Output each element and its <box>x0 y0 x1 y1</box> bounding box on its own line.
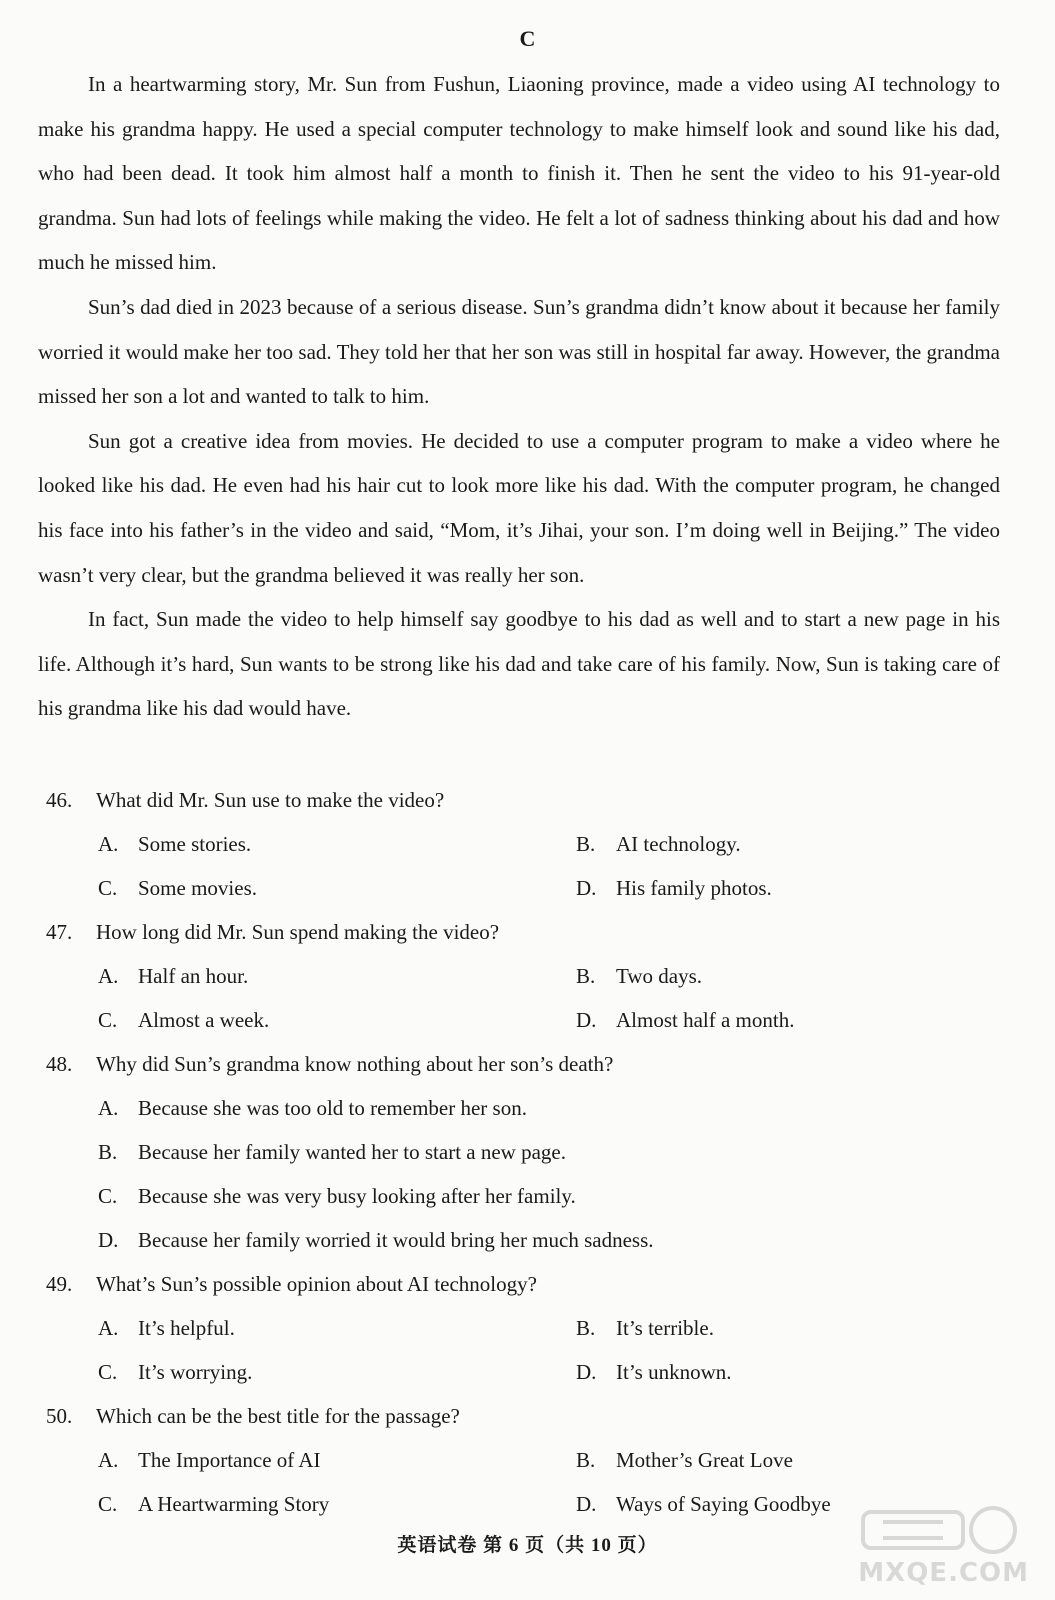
question-number: 50. <box>46 1404 73 1428</box>
passage-paragraph: Sun’s dad died in 2023 because of a serious disease. Sun’s grandma didn’t know about it because her family worried it would make her too sad. They told her that her son was still in hospital far away. However, the grandma missed her son a lot and wanted to talk to him. <box>38 294 1000 409</box>
option-c[interactable]: C. Almost a week. <box>98 1008 270 1032</box>
question-stem: Which can be the best title for the passage? <box>96 1404 460 1428</box>
question-49 <box>46 1262 1006 1394</box>
option-d[interactable]: D. Almost half a month. <box>576 1008 795 1032</box>
option-b[interactable]: B. AI technology. <box>576 832 741 856</box>
option-c[interactable]: C. Some movies. <box>98 876 257 900</box>
question-46 <box>46 778 1006 910</box>
option-d[interactable]: D. Because her family worried it would bring her much sadness. <box>98 1228 654 1252</box>
question-list <box>46 778 1006 1526</box>
option-c[interactable]: C. A Heartwarming Story <box>98 1492 330 1516</box>
question-stem: What’s Sun’s possible opinion about AI technology? <box>96 1272 537 1296</box>
question-stem: Why did Sun’s grandma know nothing about her son’s death? <box>96 1052 614 1076</box>
option-c[interactable]: C. It’s worrying. <box>98 1360 253 1384</box>
option-d[interactable]: D. It’s unknown. <box>576 1360 732 1384</box>
option-a[interactable]: A. Some stories. <box>98 832 252 856</box>
question-stem: What did Mr. Sun use to make the video? <box>96 788 445 812</box>
option-b[interactable]: B. Mother’s Great Love <box>576 1448 793 1472</box>
question-stem: How long did Mr. Sun spend making the video? <box>96 920 500 944</box>
option-b[interactable]: B. It’s terrible. <box>576 1316 714 1340</box>
option-a[interactable]: A. Half an hour. <box>98 964 249 988</box>
option-d[interactable]: D. Ways of Saying Goodbye <box>576 1492 831 1516</box>
option-a[interactable]: A. It’s helpful. <box>98 1316 235 1340</box>
watermark-mark-icon <box>853 1504 1023 1556</box>
option-d[interactable]: D. His family photos. <box>576 876 772 900</box>
option-b[interactable]: B. Because her family wanted her to start a new page. <box>98 1140 566 1164</box>
option-a[interactable]: A. The Importance of AI <box>98 1448 321 1472</box>
question-number: 49. <box>46 1272 73 1296</box>
option-b[interactable]: B. Two days. <box>576 964 703 988</box>
page-footer: 英语试卷 第 6 页（共 10 页） <box>397 1535 658 1556</box>
question-number: 46. <box>46 788 73 812</box>
watermark-logo <box>837 1502 1037 1592</box>
passage-paragraph: In fact, Sun made the video to help himself say goodbye to his dad as well and to start a new page in his life. Although it’s hard, Sun wants to be strong like his dad and take care of his family. Now, Sun is taking care of his grandma like his dad would have. <box>38 607 1000 721</box>
question-number: 48. <box>46 1052 73 1076</box>
reading-passage <box>38 62 1000 731</box>
option-a[interactable]: A. Because she was too old to remember her son. <box>98 1096 527 1120</box>
passage-paragraph: Sun got a creative idea from movies. He decided to use a computer program to make a video where he looked like his dad. He even had his hair cut to look more like his dad. With the computer program, he changed his face into his father’s in the video and said, “Mom, it’s Jihai, your son. I’m doing well in Beijing.” The video wasn’t very clear, but the grandma believed it was really her son. <box>38 428 1000 587</box>
option-c[interactable]: C. Because she was very busy looking after her family. <box>98 1184 576 1208</box>
section-heading: C <box>519 26 536 51</box>
question-48 <box>46 1042 1006 1262</box>
passage-paragraph: In a heartwarming story, Mr. Sun from Fushun, Liaoning province, made a video using AI technology to make his grandma happy. He used a special computer technology to make himself look and sound like his dad, who had been dead. It took him almost half a month to finish it. Then he sent the video to his 91-year-old grandma. Sun had lots of feelings while making the video. He felt a lot of sadness thinking about his dad and how much he missed him. <box>38 72 1000 275</box>
question-47 <box>46 910 1006 1042</box>
watermark-text: MXQE.COM <box>858 1558 1029 1588</box>
question-number: 47. <box>46 920 73 944</box>
